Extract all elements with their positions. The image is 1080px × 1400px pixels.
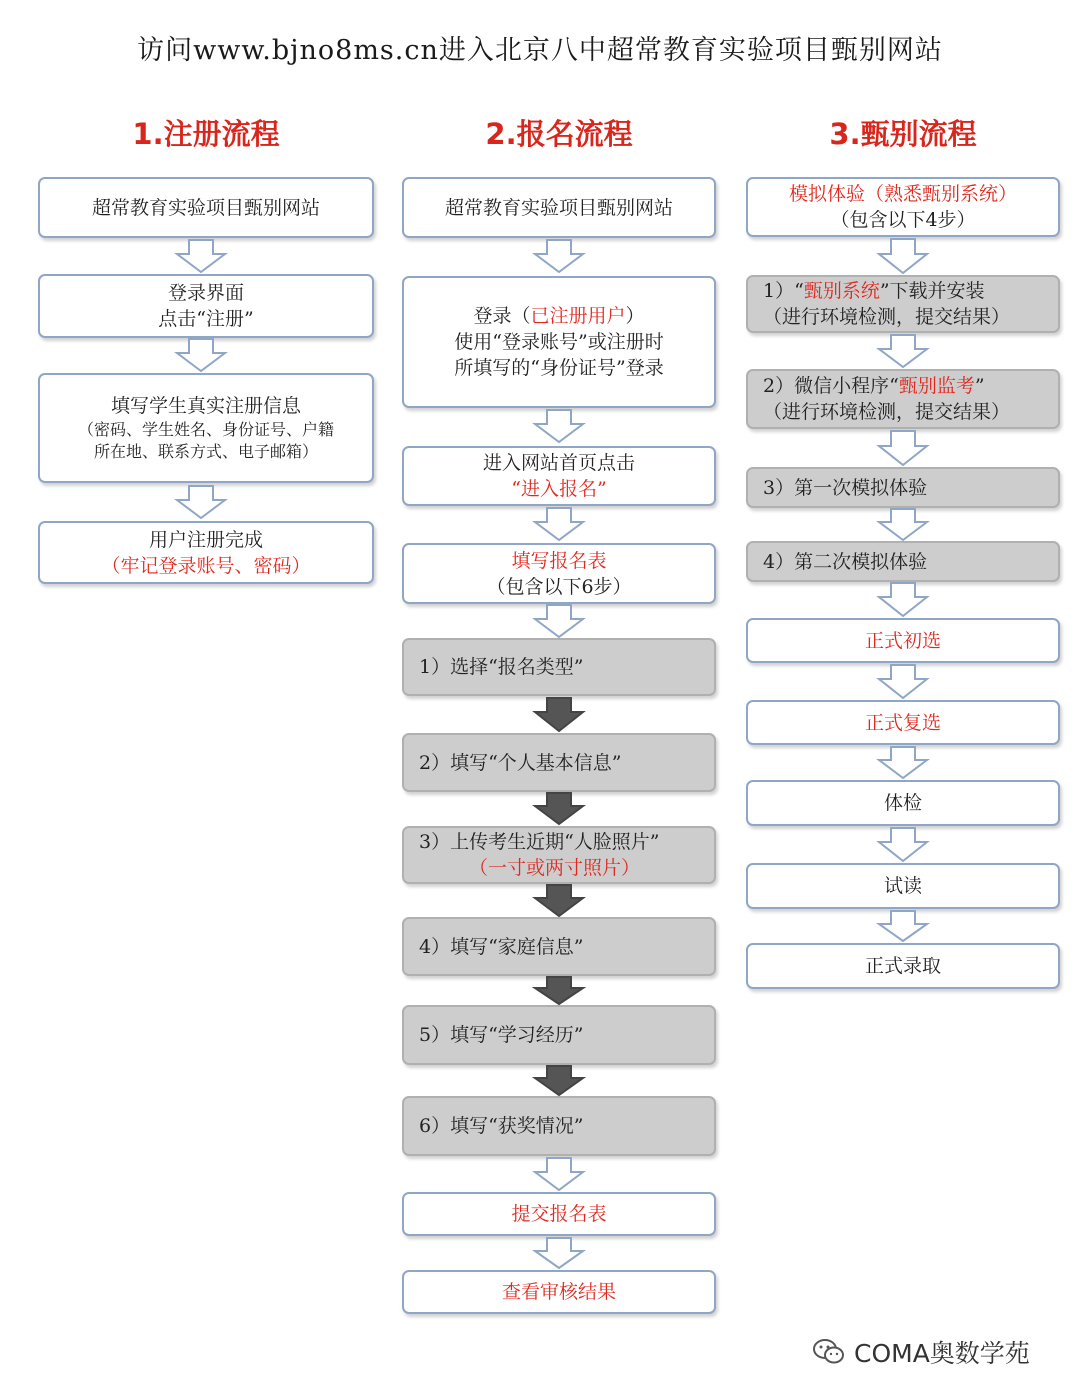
signup-login-post: ） <box>625 305 645 327</box>
register-fill-box <box>38 373 374 483</box>
screening-trial-label: 试读 <box>883 875 922 897</box>
down-arrow-icon <box>877 746 929 779</box>
screening-step2-line1 <box>763 373 985 399</box>
dark-down-arrow-icon <box>533 976 585 1005</box>
screening-step3-box <box>746 467 1060 508</box>
signup-step3-line1: 3）上传考生近期“人脸照片” <box>419 831 660 853</box>
screening-first-round-label: 正式初选 <box>864 629 941 652</box>
screening-step2-line2: （进行环境检测，提交结果） <box>763 401 1011 423</box>
screening-trial-box <box>746 863 1060 909</box>
watermark <box>812 1334 1030 1370</box>
register-done-line1: 用户注册完成 <box>148 528 263 551</box>
register-login-line1: 登录界面 <box>167 282 244 304</box>
down-arrow-icon <box>533 604 585 638</box>
signup-step5-box <box>402 1005 716 1065</box>
screening-admission-box <box>746 943 1060 989</box>
wechat-icon <box>812 1337 846 1367</box>
signup-login-line3: 所填写的“身份证号”登录 <box>454 357 664 379</box>
screening-step1-pre: 1）“ <box>763 280 804 302</box>
register-site-box <box>38 177 374 238</box>
signup-submit-label: 提交报名表 <box>511 1203 607 1225</box>
screening-second-round-box <box>746 700 1060 745</box>
dark-down-arrow-icon <box>533 697 585 732</box>
down-arrow-icon <box>175 485 227 519</box>
watermark-text: COMA奥数学苑 <box>854 1339 1030 1368</box>
signup-enter-box <box>402 446 716 506</box>
register-done-box <box>38 521 374 584</box>
screening-admission-label: 正式录取 <box>864 955 941 977</box>
signup-login-line1 <box>473 303 644 329</box>
signup-step2-box <box>402 733 716 792</box>
screening-step2-red: 甄别监考 <box>898 375 975 397</box>
signup-form-line2: （包含以下6步） <box>486 575 632 598</box>
screening-step1-box <box>746 275 1060 333</box>
register-column-title: 1.注册流程 <box>132 117 280 151</box>
down-arrow-icon <box>175 338 227 372</box>
signup-login-pre: 登录（ <box>473 305 531 327</box>
signup-column-title: 2.报名流程 <box>485 117 633 151</box>
down-arrow-icon <box>533 1237 585 1269</box>
signup-result-label: 查看审核结果 <box>501 1281 616 1303</box>
dark-down-arrow-icon <box>533 792 585 825</box>
signup-step1-label: 1）选择“报名类型” <box>419 656 584 678</box>
register-site-label: 超常教育实验项目甄别网站 <box>91 196 320 219</box>
signup-result-box <box>402 1270 716 1314</box>
signup-step6-label: 6）填写“获奖情况” <box>419 1115 584 1137</box>
signup-step6-box <box>402 1096 716 1156</box>
screening-second-round-label: 正式复选 <box>864 711 941 734</box>
down-arrow-icon <box>533 239 585 273</box>
down-arrow-icon <box>877 582 929 617</box>
signup-site-box <box>402 177 716 238</box>
screening-column-title: 3.甄别流程 <box>829 117 977 151</box>
down-arrow-icon <box>877 334 929 368</box>
screening-sim-line2: （包含以下4步） <box>830 209 976 231</box>
signup-form-line1: 填写报名表 <box>511 549 607 572</box>
signup-step4-box <box>402 917 716 976</box>
register-fill-line3: 所在地、联系方式、电子邮箱） <box>93 442 318 461</box>
signup-step3-box <box>402 826 716 884</box>
screening-step1-line1 <box>763 278 985 304</box>
signup-step4-label: 4）填写“家庭信息” <box>419 935 584 958</box>
screening-step1-post: ”下载并安装 <box>879 280 985 302</box>
screening-step4-label: 4）第二次模拟体验 <box>763 550 928 573</box>
signup-enter-line2: “进入报名” <box>511 478 607 500</box>
down-arrow-icon <box>175 239 227 273</box>
signup-login-box <box>402 276 716 408</box>
screening-sim-line1: 模拟体验（熟悉甄别系统） <box>788 183 1017 205</box>
screening-physical-label: 体检 <box>883 792 922 814</box>
down-arrow-icon <box>877 910 929 942</box>
register-fill-line2: （密码、学生姓名、身份证号、户籍 <box>77 420 334 439</box>
down-arrow-icon <box>533 1157 585 1191</box>
screening-step1-red: 甄别系统 <box>803 280 880 302</box>
down-arrow-icon <box>877 827 929 862</box>
signup-form-box <box>402 543 716 604</box>
down-arrow-icon <box>877 664 929 699</box>
signup-step3-line2: （一寸或两寸照片） <box>469 857 641 879</box>
signup-enter-line1: 进入网站首页点击 <box>482 452 635 474</box>
signup-site-label: 超常教育实验项目甄别网站 <box>444 196 673 219</box>
register-fill-line1: 填写学生真实注册信息 <box>110 395 301 417</box>
screening-step2-pre: 2）微信小程序“ <box>763 375 899 397</box>
screening-step4-box <box>746 541 1060 582</box>
down-arrow-icon <box>533 409 585 443</box>
screening-step2-box <box>746 369 1060 429</box>
screening-sim-box <box>746 177 1060 237</box>
signup-login-red: 已注册用户 <box>530 305 626 327</box>
down-arrow-icon <box>877 238 929 274</box>
dark-down-arrow-icon <box>533 1065 585 1096</box>
screening-physical-box <box>746 780 1060 826</box>
down-arrow-icon <box>533 507 585 541</box>
register-login-line2: 点击“注册” <box>158 308 254 330</box>
signup-step1-box <box>402 638 716 696</box>
screening-step3-label: 3）第一次模拟体验 <box>763 476 928 499</box>
register-login-box <box>38 274 374 338</box>
signup-login-line2: 使用“登录账号”或注册时 <box>454 331 664 353</box>
screening-step2-post: ” <box>974 375 985 397</box>
screening-step1-line2: （进行环境检测，提交结果） <box>763 306 1011 328</box>
signup-step5-label: 5）填写“学习经历” <box>419 1024 584 1046</box>
down-arrow-icon <box>877 508 929 541</box>
down-arrow-icon <box>877 430 929 466</box>
page-title: 访问www.bjno8ms.cn进入北京八中超常教育实验项目甄别网站 <box>137 35 943 66</box>
screening-first-round-box <box>746 618 1060 663</box>
signup-step2-label: 2）填写“个人基本信息” <box>419 751 622 774</box>
register-done-line2: （牢记登录账号、密码） <box>101 554 311 577</box>
signup-submit-box <box>402 1192 716 1236</box>
dark-down-arrow-icon <box>533 884 585 917</box>
